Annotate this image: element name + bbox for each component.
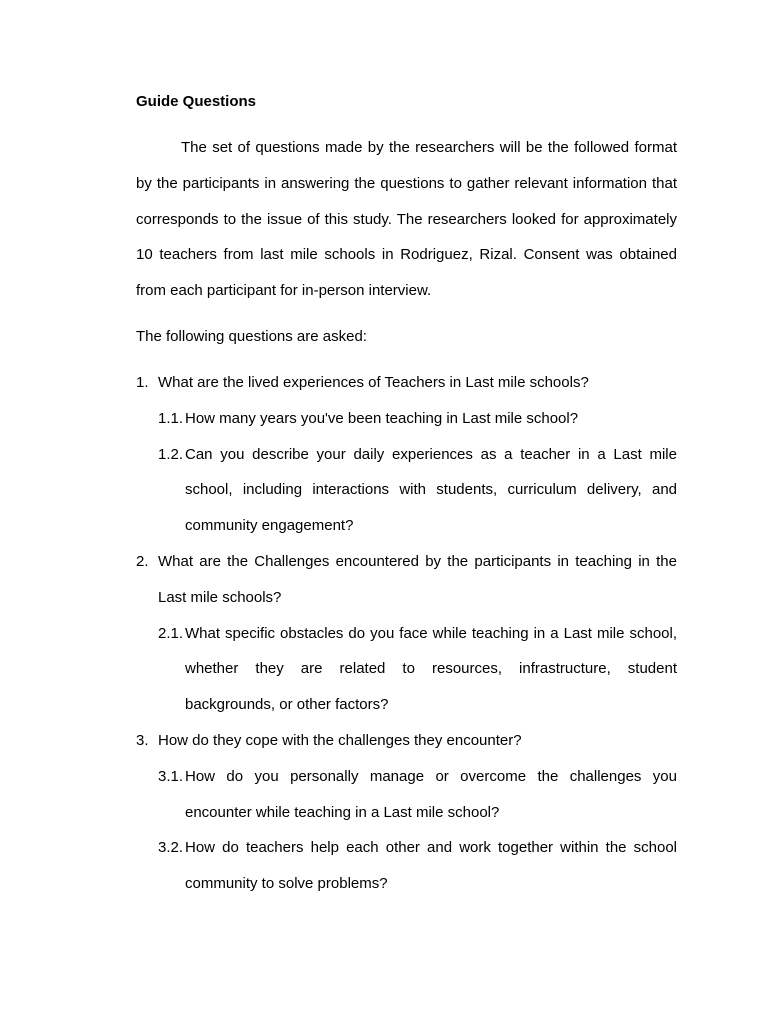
sub-question-number: 3.1.	[158, 767, 184, 785]
sub-question-item	[136, 401, 677, 437]
question-text: What are the lived experiences of Teachers in Last mile schools?	[158, 374, 589, 391]
question-number: 2.	[136, 552, 149, 570]
questions-lead-in: The following questions are asked:	[136, 328, 367, 345]
question-text: How do they cope with the challenges they encounter?	[158, 731, 522, 749]
sub-question-number: 1.2.	[158, 445, 184, 463]
sub-question-text: How do you personally manage or overcome the challenges you encounter while teaching in a Last mile school?	[185, 767, 677, 821]
sub-question-item	[136, 437, 677, 544]
intro-paragraph: The set of questions made by the researchers will be the followed format by the participants in answering the questions to gather relevant information that corresponds to the issue of this study. The researchers looked for approximately 10 teachers from last mile schools in Rodriguez, Rizal. Consent was obtained from each participant for in-person interview.	[136, 139, 677, 300]
section-heading: Guide Questions	[136, 93, 257, 110]
sub-question-item	[136, 616, 677, 723]
sub-question-item	[136, 759, 677, 831]
sub-question-text: What specific obstacles do you face while teaching in a Last mile school, whether they are related to resources, infrastructure, student backgrounds, or other factors?	[185, 624, 677, 714]
question-item	[136, 544, 677, 616]
question-number: 3.	[136, 731, 149, 749]
sub-question-item	[136, 830, 677, 902]
sub-question-text: Can you describe your daily experiences as a teacher in a Last mile school, including interactions with students, curriculum delivery, and community engagement?	[185, 445, 677, 535]
question-item	[136, 365, 677, 401]
sub-question-number: 2.1.	[158, 624, 184, 642]
sub-question-text: How do teachers help each other and work together within the school community to solve problems?	[185, 839, 677, 893]
sub-question-text: How many years you've been teaching in Last mile school?	[185, 409, 579, 427]
questions-list	[136, 365, 677, 902]
question-item	[136, 723, 677, 759]
question-number: 1.	[136, 374, 149, 391]
sub-question-number: 1.1.	[158, 409, 184, 427]
sub-question-number: 3.2.	[158, 839, 184, 857]
question-text: What are the Challenges encountered by the participants in teaching in the Last mile schools?	[158, 552, 677, 606]
